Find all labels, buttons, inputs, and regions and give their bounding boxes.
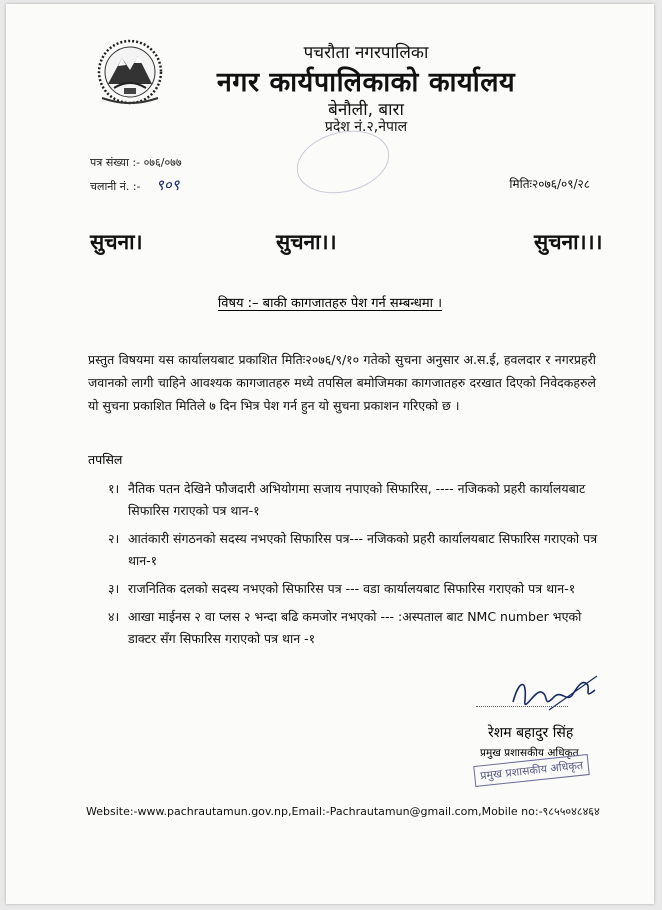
body-paragraph: प्रस्तुत विषयमा यस कार्यालयबाट प्रकाशित मितिः२०७६/९/१० गतेको सुचना अनुसार अ.स.ई, हवलदार र नगरप्रहरी जवानको लागी चाहिने आवश्यक कागजातहरु मध्ये तपसिल बमोजिमका कागजातहरु दरखात दिएको निवेदकहरुले यो सुचना प्रकाशित मितिले ७ दिन भित्र पेश गर्न हुन यो सुचना प्रकाशन गरिएको छ । [88, 352, 596, 413]
notice-heading-3: सुचना।।। [534, 230, 603, 254]
dispatch-number-label: चलानी नं. :- [90, 180, 141, 193]
list-item-text: राजनितिक दलको सदस्य नभएको सिफारिस पत्र --- वडा कार्यालयबाट सिफारिस गराएको पत्र थान-१ [128, 581, 576, 596]
list-item-number: ३। [108, 581, 120, 596]
list-item-number: ४। [108, 609, 120, 624]
footer-contact: Website:-www.pachrautamun.gov.np,Email:-Pachrautamun@gmail.com,Mobile no:-९८५५०४८४६४ [86, 805, 600, 818]
province-line: प्रदेश नं.२,नेपाल [324, 119, 408, 135]
list-item [108, 606, 608, 650]
office-title: नगर कार्यपालिकाको कार्यालय [216, 67, 516, 98]
list-item-number: १। [108, 481, 120, 496]
signature-line [476, 706, 568, 707]
office-location: बेनौली, बारा [328, 100, 404, 120]
letter-number: पत्र संख्या :- ०७६/०७७ [90, 156, 182, 169]
list-item-text: नैतिक पतन देखिने फौजदारी अभियोगमा सजाय नपाएको सिफारिस, ---- नजिकको प्रहरी कार्यालयबाट सिफारिस गराएको पत्र थान-१ [128, 481, 586, 518]
list-item [108, 578, 608, 600]
signatory-name: रेशम बहादुर सिंह [488, 725, 574, 741]
list-item-number: २। [108, 531, 120, 546]
list-item [108, 528, 608, 572]
list-item [108, 478, 608, 522]
subject-text: विषय :– बाकी कागजातहरु पेश गर्न सम्बन्धमा । [217, 296, 443, 311]
list-item-text: आतंकारी संगठनको सदस्य नभएको सिफारिस पत्र--- नजिकको प्रहरी कार्यालयबाट सिफारिस गराएको पत्र थान-१ [128, 531, 598, 568]
municipality-name: पचरौता नगरपालिका [303, 43, 429, 63]
letter-date: मितिः२०७६/०९/२८ [509, 177, 590, 191]
requirements-list [108, 478, 608, 656]
letter-page [6, 4, 654, 904]
signatory-title: प्रमुख प्रशासकीय अधिकृत [480, 747, 579, 759]
notice-heading-2: सुचना।। [276, 230, 337, 254]
list-item-text: आखा माईनस २ वा प्लस २ भन्दा बढि कमजोर नभएको --- :अस्पताल बाट NMC number भएको डाक्टर सँग सिफारिस गराएको पत्र थान -१ [128, 609, 582, 646]
dispatch-number-handwritten: ९०९ [156, 176, 180, 194]
subject-line [6, 293, 654, 311]
notice-heading-1: सुचना। [90, 230, 143, 254]
official-stamp: प्रमुख प्रशासकीय अधिकृत [473, 754, 590, 787]
handwritten-signature [509, 670, 601, 718]
schedule-label: तपसिल [88, 452, 123, 467]
dispatch-number-row [90, 175, 179, 195]
